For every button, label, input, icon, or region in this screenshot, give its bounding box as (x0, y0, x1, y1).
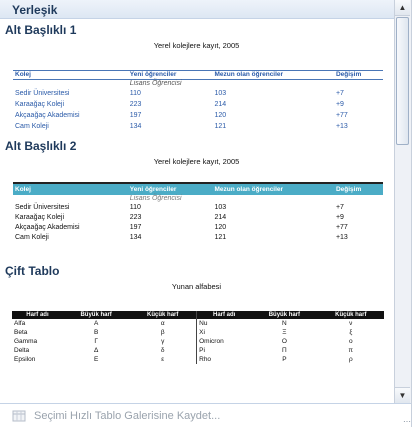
table3-caption: Yunan alfabesi (171, 282, 222, 291)
table2-caption: Yerel kolejlere kayıt, 2005 (153, 157, 240, 166)
table2-subheading: Lisans Öğrencisi (129, 195, 182, 202)
gallery-item-alt-baslikli-2[interactable] (5, 153, 388, 260)
save-selection-label: Seçimi Hızlı Tablo Galerisine Kaydet... (34, 410, 221, 422)
resize-grip-icon[interactable]: ⋯ (403, 417, 410, 426)
table-row: Karaağaç Koleji 223 214 +9 (15, 101, 344, 108)
table3-preview: Harf adı Büyük harf Küçük harf Harf adı Büyük harf Küçük harf Alfa Α α Nu Ν ν Beta Β β Xi Ξ ξ Gamma Γ γ Omicron Ο ο Delta Δ δ Pi Π π Epsilon Ε ε Rho Ρ ρ (12, 311, 384, 364)
table-row: Akçaağaç Akademisi 197 120 +77 (15, 112, 348, 119)
table-row: Delta Δ δ Pi Π π (14, 347, 354, 354)
table1-col-header: Değişim (334, 71, 383, 80)
scroll-up-arrow-icon[interactable]: ▲ (395, 0, 410, 16)
table1-col-header: Yeni öğrenciler (128, 71, 213, 80)
section-title-alt-baslikli-2: Alt Başlıklı 2 (5, 139, 77, 153)
table-row: Akçaağaç Akademisi 197 120 +77 (15, 224, 348, 231)
gallery-scrollbar[interactable] (394, 0, 411, 403)
table2-col-header: Mezun olan öğrenciler (212, 183, 334, 195)
gallery-item-cift-tablo[interactable] (5, 278, 388, 398)
table-row: Alfa Α α Nu Ν ν (14, 320, 353, 327)
table1-col-header: Mezun olan öğrenciler (212, 71, 334, 80)
table2-col-header: Yeni öğrenciler (128, 183, 213, 195)
gallery-category-header: Yerleşik (0, 0, 394, 19)
save-to-gallery-icon (12, 409, 26, 423)
table-row: Beta Β β Xi Ξ ξ (14, 329, 353, 336)
save-selection-to-gallery-button[interactable] (0, 403, 411, 428)
table1-subheading: Lisans Öğrencisi (129, 80, 182, 87)
section-title-cift-tablo: Çift Tablo (5, 264, 60, 278)
table-row: Gamma Γ γ Omicron Ο ο (14, 338, 353, 345)
table1-col-header: Kolej (13, 71, 128, 80)
table2-col-header: Kolej (13, 183, 128, 195)
gallery-item-alt-baslikli-1[interactable] (5, 37, 388, 135)
table2-preview (13, 182, 383, 242)
table-row: Epsilon Ε ε Rho Ρ ρ (14, 356, 353, 363)
section-title-alt-baslikli-1: Alt Başlıklı 1 (5, 23, 77, 37)
table1-preview (13, 70, 383, 131)
table-row: Karaağaç Koleji 223 214 +9 (15, 214, 344, 221)
scrollbar-thumb[interactable] (396, 17, 409, 145)
table-row: Cam Koleji 134 121 +13 (15, 123, 348, 130)
table-row: Cam Koleji 134 121 +13 (15, 234, 348, 241)
table2-col-header: Değişim (334, 183, 383, 195)
table-row: Sedir Üniversitesi 110 103 +7 (15, 90, 344, 97)
table-row: Sedir Üniversitesi 110 103 +7 (15, 204, 344, 211)
scroll-down-arrow-icon[interactable]: ▼ (395, 387, 410, 403)
table1-caption: Yerel kolejlere kayıt, 2005 (153, 41, 240, 50)
